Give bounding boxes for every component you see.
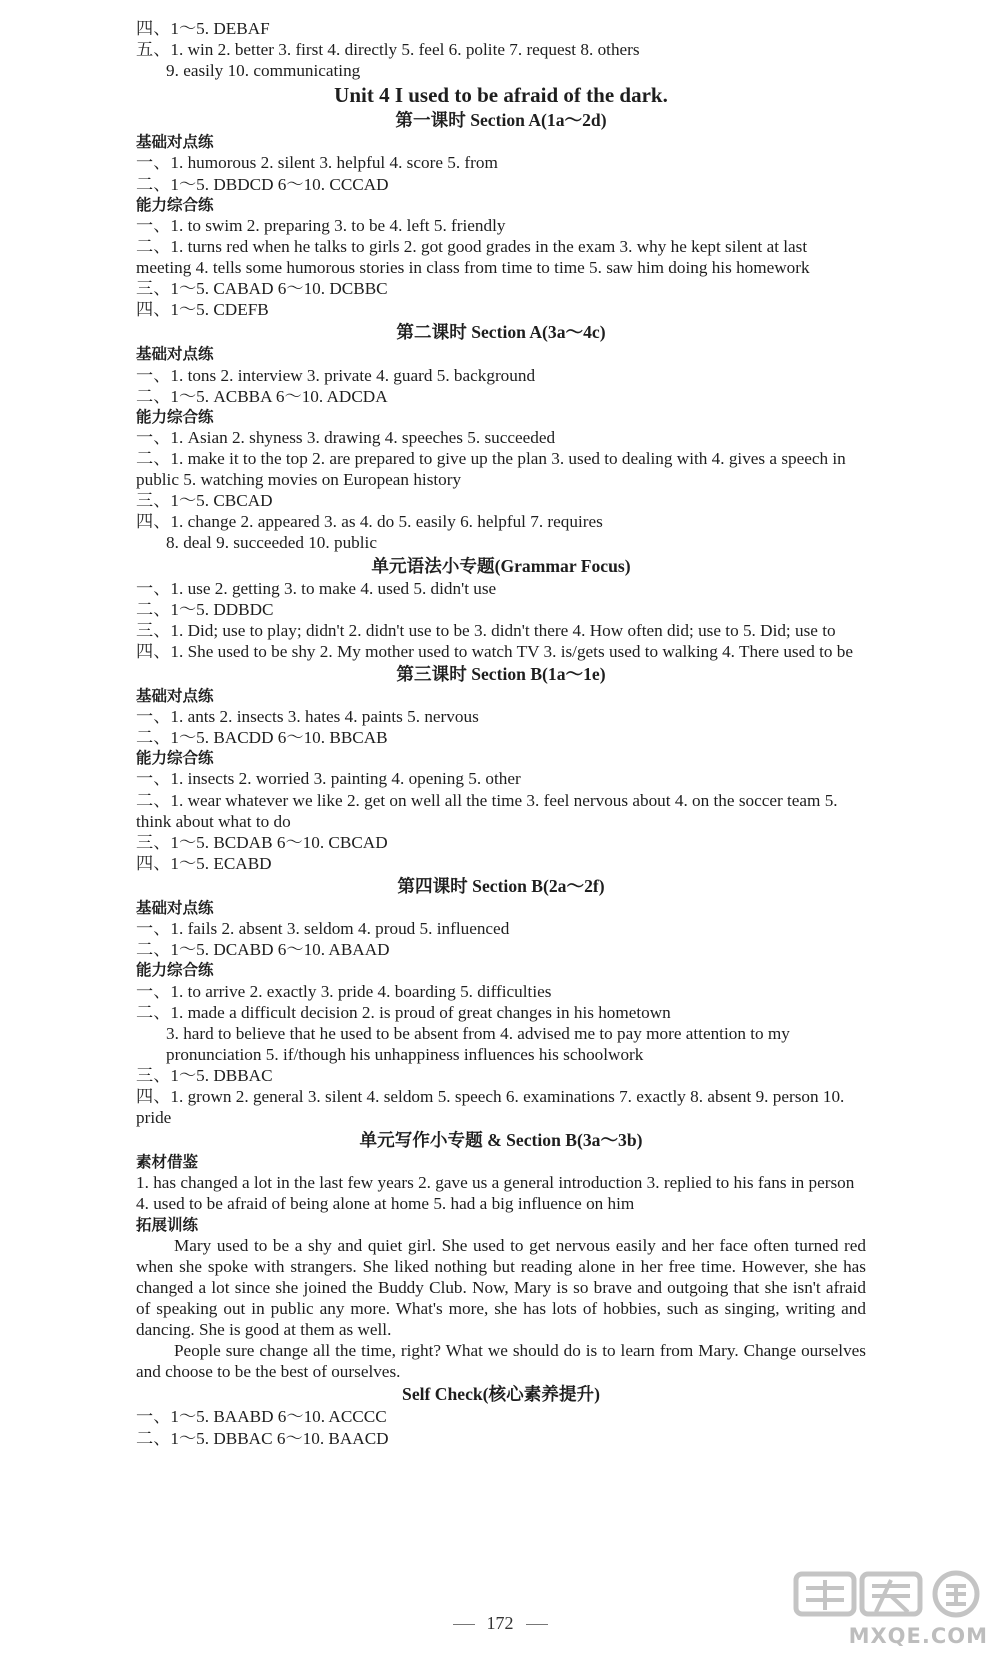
answer-line: 三、1. Did; use to play; didn't 2. didn't use to be 3. didn't there 4. How often did; use to 5. Did; use to xyxy=(136,620,836,640)
answer-line: 四、1. grown 2. general 3. silent 4. seldom 5. speech 6. examinations 7. exactly 8. absent 9. person 10. pride xyxy=(136,1087,845,1128)
answer-line: 一、1. to swim 2. preparing 3. to be 4. left 5. friendly xyxy=(136,215,506,235)
answer-line: 三、1～5. CABAD 6～10. DCBBC xyxy=(136,279,388,299)
answer-line: 四、1～5. ECABD xyxy=(136,853,272,873)
answer-line: 三、1～5. BCDAB 6～10. CBCAD xyxy=(136,832,388,852)
answer-line: 二、1～5. DBDCD 6～10. CCCAD xyxy=(136,174,389,194)
section-heading: 第四课时 Section B(2a～2f) xyxy=(397,875,605,896)
answer-line: 四、1～5. DEBAF xyxy=(136,19,270,38)
answer-line: 三、1～5. CBCAD xyxy=(136,491,273,511)
page-number-text: 172 xyxy=(486,1613,514,1633)
exercise-label: 拓展训练 xyxy=(136,1215,199,1234)
answer-line: 1. has changed a lot in the last few years 2. gave us a general introduction 3. replied to his fans in person 4. used to be afraid of being alone at home 5. had a big influence on him xyxy=(136,1173,855,1214)
answer-line: 二、1～5. ACBBA 6～10. ADCDA xyxy=(136,386,388,406)
watermark-logo xyxy=(792,1570,992,1648)
answer-line: 二、1. made a difficult decision 2. is proud of great changes in his hometown xyxy=(136,1002,671,1022)
section-heading: 第一课时 Section A(1a～2d) xyxy=(395,110,607,131)
answer-line: 一、1. humorous 2. silent 3. helpful 4. score 5. from xyxy=(136,153,498,173)
answer-line: 二、1～5. BACDD 6～10. BBCAB xyxy=(136,728,388,748)
answer-line: 二、1～5. DCABD 6～10. ABAAD xyxy=(136,940,390,960)
answer-line: 一、1. to arrive 2. exactly 3. pride 4. boarding 5. difficulties xyxy=(136,981,552,1001)
answer-line: 四、1. She used to be shy 2. My mother used to watch TV 3. is/gets used to walking 4. There used to be xyxy=(136,641,854,661)
answer-line: 四、1. change 2. appeared 3. as 4. do 5. easily 6. helpful 7. requires xyxy=(136,512,603,532)
answer-line: 一、1. ants 2. insects 3. hates 4. paints 5. nervous xyxy=(136,707,479,727)
answer-line: 3. hard to believe that he used to be absent from 4. advised me to pay more attention to my pronunciation 5. if/though his unhappiness influences his schoolwork xyxy=(166,1023,790,1064)
exercise-label: 基础对点练 xyxy=(136,133,214,152)
answer-line: 二、1～5. DBBAC 6～10. BAACD xyxy=(136,1428,389,1448)
exercise-label: 能力综合练 xyxy=(136,407,214,426)
watermark-graphic-icon xyxy=(792,1570,992,1620)
answer-line: 一、1. insects 2. worried 3. painting 4. opening 5. other xyxy=(136,769,521,789)
answer-line: 二、1. make it to the top 2. are prepared to give up the plan 3. used to dealing with 4. gives a speech in public 5. watching movies on European history xyxy=(136,449,846,490)
answer-line: 一、1～5. BAABD 6～10. ACCCC xyxy=(136,1407,387,1427)
answer-line: 8. deal 9. succeeded 10. public xyxy=(166,533,377,553)
section-heading: 单元写作小专题 & Section B(3a～3b) xyxy=(359,1130,643,1151)
answer-line: 二、1. wear whatever we like 2. get on well all the time 3. feel nervous about 4. on the soccer team 5. think about what to do xyxy=(136,790,838,831)
answer-line: 二、1～5. DDBDC xyxy=(136,599,274,619)
answer-line: 9. easily 10. communicating xyxy=(166,61,361,81)
sample-essay-paragraph: People sure change all the time, right? What we should do is to learn from Mary. Change ourselves and choose to be the best of ourselves. xyxy=(136,1341,866,1382)
exercise-label: 能力综合练 xyxy=(136,195,214,214)
section-heading: Self Check(核心素养提升) xyxy=(402,1384,600,1405)
section-heading: 单元语法小专题(Grammar Focus) xyxy=(371,555,631,576)
exercise-label: 能力综合练 xyxy=(136,749,214,768)
answer-line: 一、1. Asian 2. shyness 3. drawing 4. speeches 5. succeeded xyxy=(136,427,556,447)
answer-content xyxy=(136,18,866,1449)
exercise-label: 素材借鉴 xyxy=(136,1153,199,1172)
section-heading: 第三课时 Section B(1a～1e) xyxy=(396,663,606,684)
answer-line: 四、1～5. CDEFB xyxy=(136,300,269,320)
answer-line: 五、1. win 2. better 3. first 4. directly 5. feel 6. polite 7. request 8. others xyxy=(136,40,640,60)
sample-essay-paragraph: Mary used to be a shy and quiet girl. She used to get nervous easily and her face often turned red when she spoke with strangers. She liked nothing but reading alone in her free time. However, she has changed a lot since she joined the Buddy Club. Now, Mary is so brave and outgoing that she isn't afraid of speaking out in public any more. What's more, she has lots of hobbies, such as singing, writing and dancing. She is good at them as well. xyxy=(136,1235,866,1340)
unit-title: Unit 4 I used to be afraid of the dark. xyxy=(334,83,668,108)
section-heading: 第二课时 Section A(3a～4c) xyxy=(396,322,606,343)
answer-line: 一、1. tons 2. interview 3. private 4. guard 5. background xyxy=(136,365,536,385)
answer-line: 一、1. fails 2. absent 3. seldom 4. proud 5. influenced xyxy=(136,919,510,939)
exercise-label: 能力综合练 xyxy=(136,961,214,980)
answer-line: 二、1. turns red when he talks to girls 2. got good grades in the exam 3. why he kept silent at last meeting 4. tells some humorous stories in class from time to time 5. saw him doing his homework xyxy=(136,236,810,278)
answer-line: 一、1. use 2. getting 3. to make 4. used 5. didn't use xyxy=(136,578,497,598)
watermark-url: MXQE.COM xyxy=(848,1624,988,1648)
exercise-label: 基础对点练 xyxy=(136,686,214,705)
exercise-label: 基础对点练 xyxy=(136,898,214,917)
page-number-dash xyxy=(526,1624,548,1625)
page-number-dash xyxy=(453,1624,475,1625)
exercise-label: 基础对点练 xyxy=(136,345,214,364)
answer-line: 三、1～5. DBBAC xyxy=(136,1065,273,1085)
